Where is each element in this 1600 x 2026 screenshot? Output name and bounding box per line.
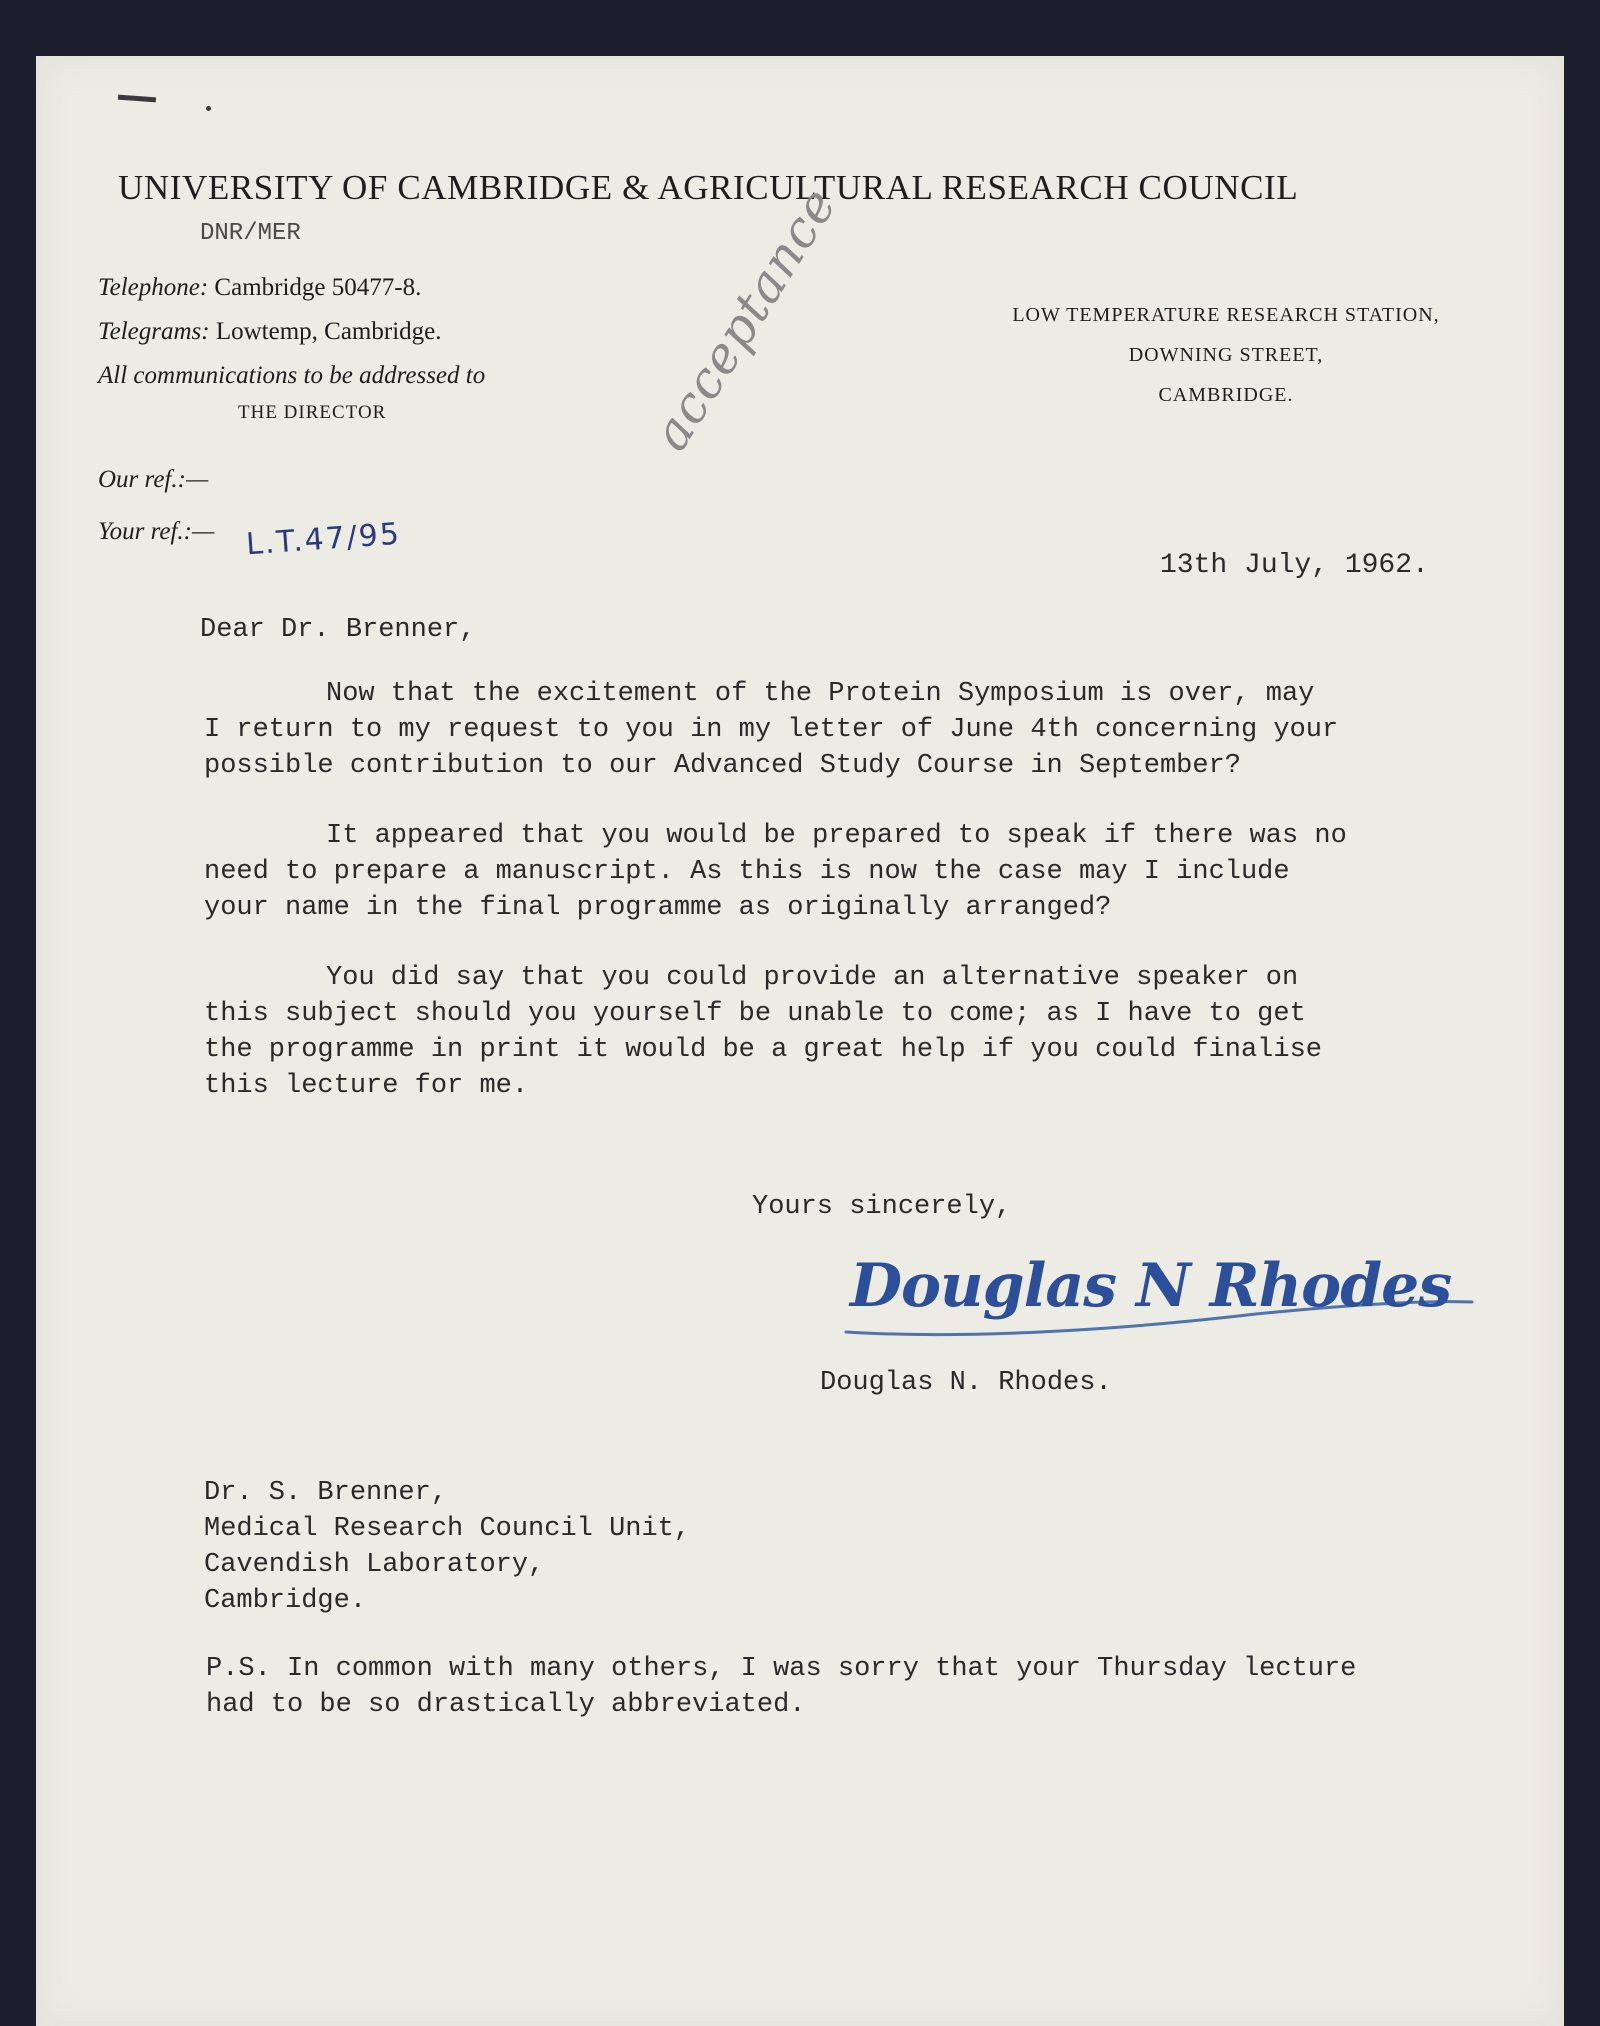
paragraph-3-line-2: this subject should you yourself be unable to come; as I have to get [204,999,1306,1029]
recipient-address-line-3: Cavendish Laboratory, [204,1550,545,1580]
paragraph-2-line-2: need to prepare a manuscript. As this is now the case may I include [204,857,1290,887]
paragraph-3-line-3: the programme in print it would be a great help if you could finalise [204,1035,1322,1065]
salutation: Dear Dr. Brenner, [200,615,476,645]
recipient-address-line-4: Cambridge. [204,1586,367,1616]
stray-ink-dot [206,106,211,111]
signature-underline-stroke [836,1244,1476,1354]
signature-handwriting: Douglas N Rhodes [850,1251,1452,1321]
telephone-label: Telephone: [98,274,209,301]
paragraph-3-line-4: this lecture for me. [204,1071,529,1101]
director-line: THE DIRECTOR [238,402,387,423]
postscript-line-2: had to be so drastically abbreviated. [206,1690,806,1720]
handwritten-annotation: acceptance [641,177,849,461]
letter-date: 13th July, 1962. [1160,550,1429,581]
address-line-2: DOWNING STREET, [1128,344,1324,366]
address-line-3: CAMBRIDGE. [1158,384,1294,406]
letter-page [36,56,1564,2026]
telegrams-label: Telegrams: [98,318,210,345]
signature [836,1244,1476,1354]
telephone-value: Cambridge 50477-8. [214,274,422,301]
paragraph-1-line-3: possible contribution to our Advanced Study Course in September? [204,751,1241,781]
paragraph-1-line-2: I return to my request to you in my letter of June 4th concerning your [204,715,1339,745]
paragraph-2-line-1: It appeared that you would be prepared to speak if there was no [326,821,1347,851]
recipient-address-line-2: Medical Research Council Unit, [204,1514,691,1544]
your-ref-label: Your ref.:— [98,518,215,545]
paragraph-1-line-1: Now that the excitement of the Protein Symposium is over, may [326,679,1315,709]
typed-signatory-name: Douglas N. Rhodes. [820,1368,1112,1398]
telegrams-value: Lowtemp, Cambridge. [215,318,442,345]
reference-initials: DNR/MER [200,220,301,247]
postscript-line-1: P.S. In common with many others, I was sorry that your Thursday lecture [206,1654,1357,1684]
closing: Yours sincerely, [752,1192,1012,1222]
letterhead-title: UNIVERSITY OF CAMBRIDGE & AGRICULTURAL RESEARCH COUNCIL [118,168,1299,207]
address-line-1: LOW TEMPERATURE RESEARCH STATION, [1012,304,1440,326]
our-ref-handwritten: L.T.47/95 [244,516,403,563]
our-ref-label: Our ref.:— [98,466,209,493]
recipient-address-line-1: Dr. S. Brenner, [204,1478,448,1508]
telegrams-line [98,318,442,346]
telephone-line [98,274,421,302]
paragraph-2-line-3: your name in the final programme as originally arranged? [204,893,1112,923]
stray-ink-mark [118,95,156,103]
paragraph-3-line-1: You did say that you could provide an alternative speaker on [326,963,1299,993]
communications-note: All communications to be addressed to [98,362,486,389]
